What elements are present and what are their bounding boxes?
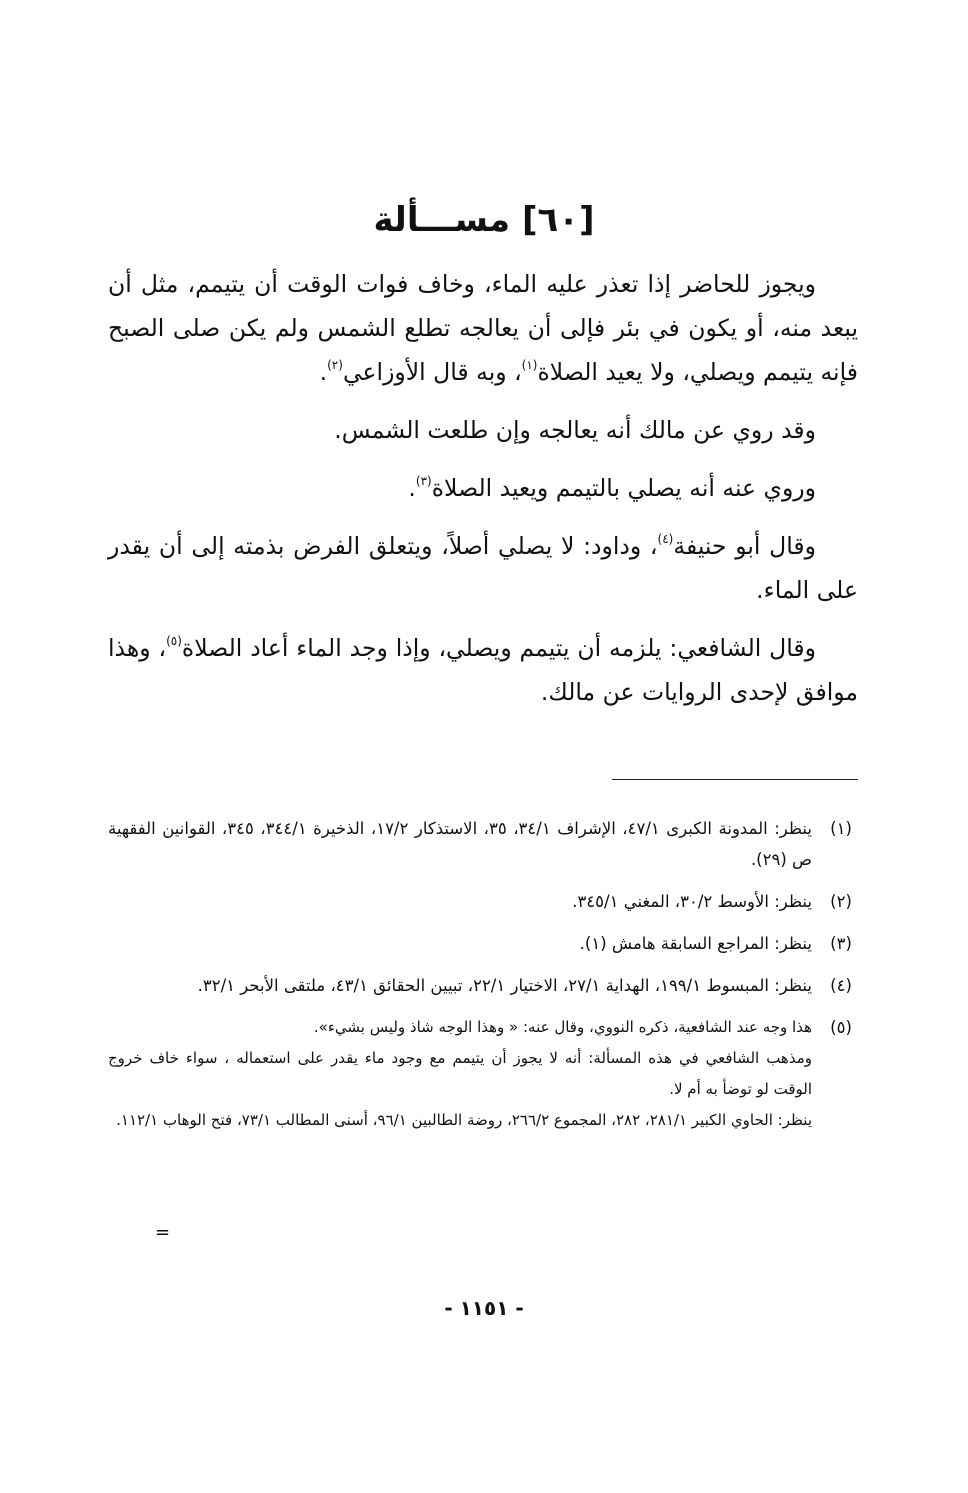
footnote-text: ينظر: المراجع السابقة هامش (١). — [579, 934, 812, 953]
paragraph-3-text-b: . — [408, 474, 416, 502]
footnote-5 — [108, 1012, 858, 1136]
footnote-ref-1[interactable]: (١) — [521, 358, 538, 372]
footnote-number: (٥) — [830, 1018, 852, 1037]
main-text — [108, 262, 858, 728]
footnote-text: ينظر: المبسوط ١٩٩/١، الهداية ٢٧/١، الاختيار ٢٢/١، تبيين الحقائق ٤٣/١، ملتقى الأبحر ٣٢/١. — [197, 976, 812, 995]
footnote-5-line-1: هذا وجه عند الشافعية، ذكره النووي، وقال عنه: « وهذا الوجه شاذ وليس بشيء». — [313, 1018, 812, 1036]
paragraph-1 — [108, 262, 858, 394]
footnote-3 — [108, 928, 858, 959]
footnote-2 — [108, 886, 858, 917]
paragraph-3-text-a: وروي عنه أنه يصلي بالتيمم ويعيد الصلاة — [431, 474, 816, 502]
footnotes — [108, 813, 858, 1147]
footnote-number: (١) — [830, 819, 852, 838]
footnote-number: (٢) — [830, 892, 852, 911]
paragraph-3 — [108, 466, 858, 510]
page-title: [٦٠] مســـألة — [373, 200, 595, 240]
footnote-5-line-2: ومذهب الشافعي في هذه المسألة: أنه لا يجوز أن يتيمم مع وجود ماء يقدر على استعماله ، سواء خاف خروج الوقت لو توضأ به أم لا. — [108, 1049, 812, 1098]
footnote-ref-3[interactable]: (٣) — [415, 474, 432, 488]
paragraph-4 — [108, 524, 858, 612]
paragraph-1-text-b: ، وبه قال الأوزاعي — [342, 358, 522, 386]
footnote-4 — [108, 970, 858, 1001]
footnote-text: ينظر: الأوسط ٣٠/٢، المغني ٣٤٥/١. — [572, 892, 812, 911]
footnote-ref-5[interactable]: (٥) — [166, 634, 182, 648]
footnote-ref-2[interactable]: (٢) — [327, 358, 343, 372]
paragraph-5 — [108, 626, 858, 714]
footnote-number: (٣) — [830, 934, 852, 953]
footnote-5-line-3: ينظر: الحاوي الكبير ٢٨١/١، ٢٨٢، المجموع ٢٦٦/٢، روضة الطالبين ٩٦/١، أسنى المطالب ٧٣/١، فتح الوهاب ١١٢/١. — [116, 1111, 812, 1129]
paragraph-5-text-b: ، وهذا موافق لإحدى الروايات عن مالك. — [108, 634, 858, 706]
paragraph-2: وقد روي عن مالك أنه يعالجه وإن طلعت الشمس. — [334, 416, 816, 444]
footnote-number: (٤) — [830, 976, 852, 995]
footnote-1 — [108, 813, 858, 875]
footnote-ref-4[interactable]: (٤) — [657, 532, 674, 546]
paragraph-1-text-c: . — [319, 358, 328, 386]
paragraph-5-text-a: وقال الشافعي: يلزمه أن يتيمم ويصلي، وإذا وجد الماء أعاد الصلاة — [181, 634, 816, 662]
paragraph-1-text-a: ويجوز للحاضر إذا تعذر عليه الماء، وخاف فوات الوقت أن يتيمم، مثل أن يبعد منه، أو يكون في بئر فإلى أن يعالجه تطلع الشمس ولم يكن صلى الصبح فإنه يتيمم ويصلي، ولا يعيد الصلاة — [108, 270, 858, 386]
footnote-text: ينظر: المدونة الكبرى ٤٧/١، الإشراف ٣٤/١، ٣٥، الاستذكار ١٧/٢، الذخيرة ٣٤٤/١، ٣٤٥، القوانين الفقهية ص (٢٩). — [108, 819, 812, 869]
paragraph-4-text-a: وقال أبو حنيفة — [673, 532, 816, 560]
page-number: - ١١٥١ - — [444, 1296, 524, 1320]
paragraph-4-text-b: ، وداود: لا يصلي أصلاً، ويتعلق الفرض بذمته إلى أن يقدر على الماء. — [108, 532, 858, 604]
footnote-separator — [612, 779, 858, 780]
continuation-mark: = — [155, 1222, 171, 1243]
